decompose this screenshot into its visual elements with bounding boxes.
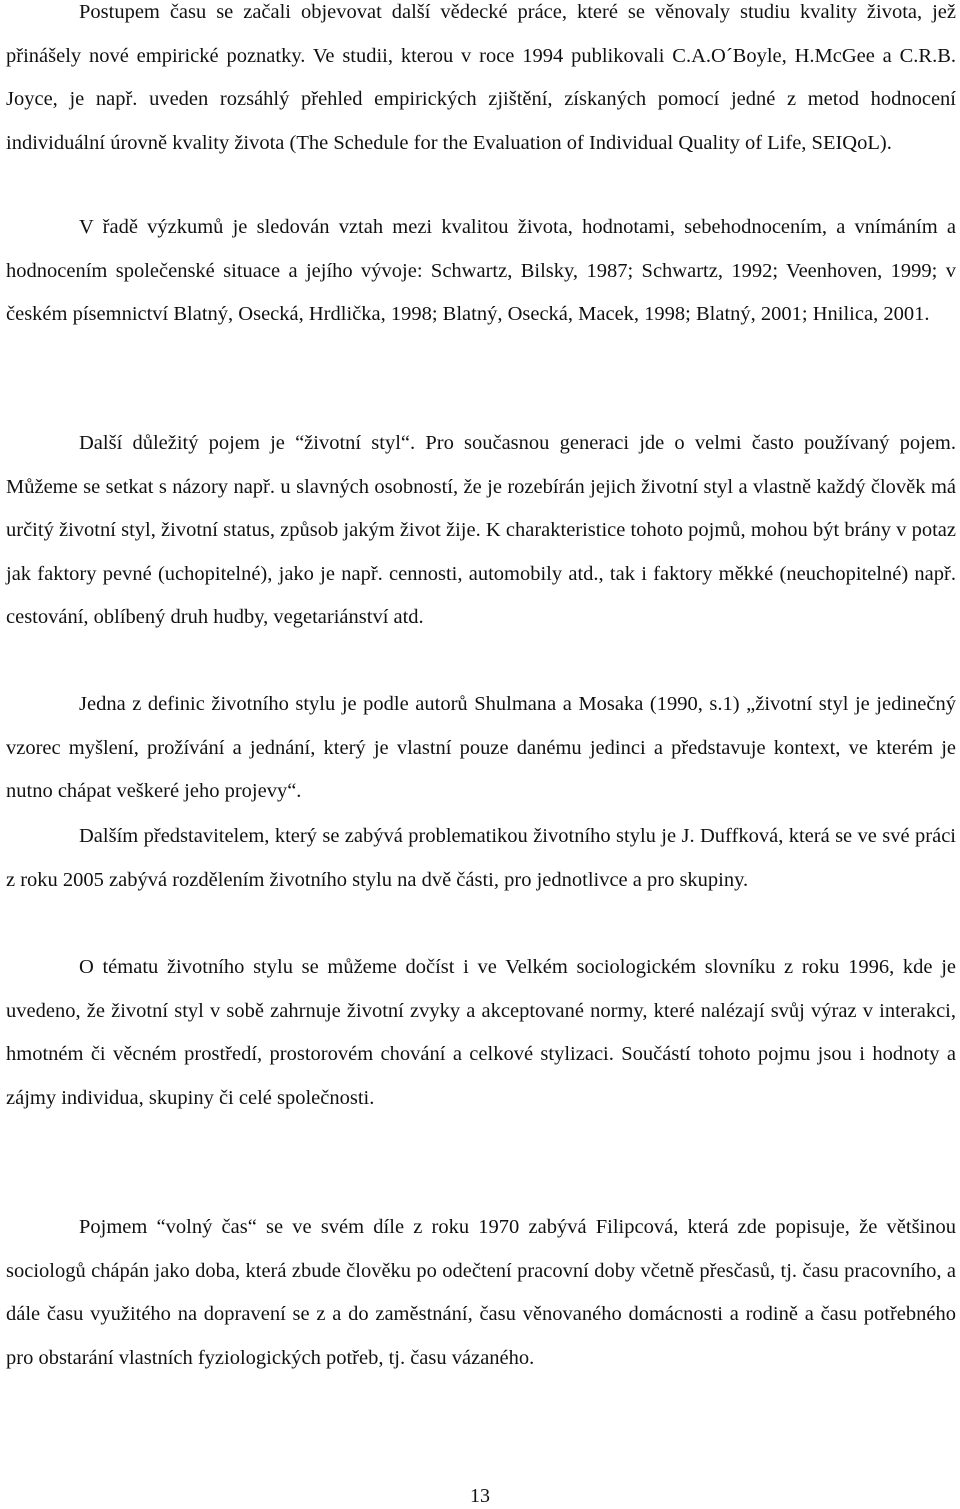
paragraph-free-time: Pojmem “volný čas“ se ve svém díle z roku 1970 zabývá Filipcová, která zde popisuje, že většinou sociologů chápán jako doba, která zbude člověku po odečtení pracovní doby včetně přesčasů, tj. času pracovního, a dále času využitého na dopravení se z a do zaměstnání, času věnovaného domácnosti a rodině a času potřebného pro obstarání vlastních fyziologických potřeb, tj. času vázaného. (6, 1216, 956, 1369)
paragraph-research-relations: V řadě výzkumů je sledován vztah mezi kvalitou života, hodnotami, sebehodnocením, a vnímáním a hodnocením společenské situace a jejího vývoje: Schwartz, Bilsky, 1987; Schwartz, 1992; Veenhoven, 1999; v českém písemnictví Blatný, Osecká, Hrdlička, 1998; Blatný, Osecká, Macek, 1998; Blatný, 2001; Hnilica, 2001. (6, 216, 956, 326)
paragraph-lifestyle-concept: Další důležitý pojem je “životní styl“. Pro současnou generaci jde o velmi často používaný pojem. Můžeme se setkat s názory např. u slavných osobností, že je rozebírán jejich životní styl a vlastně každý člověk má určitý životní styl, životní status, způsob jakým život žije. K charakteristice tohoto pojmů, mohou být brány v potaz jak faktory pevné (uchopitelné), jako je např. cennosti, automobily atd., tak i faktory měkké (neuchopitelné) např. cestování, oblíbený druh hudby, vegetariánství atd. (6, 432, 956, 629)
paragraph-duffkova: Dalším představitelem, který se zabývá problematikou životního stylu je J. Duffková, která se ve své práci z roku 2005 zabývá rozdělením životního stylu na dvě části, pro jednotlivce a pro skupiny. (6, 825, 956, 891)
paragraph-sociological-dictionary: O tématu životního stylu se můžeme dočíst i ve Velkém sociologickém slovníku z roku 1996, kde je uvedeno, že životní styl v sobě zahrnuje životní zvyky a akceptované normy, které nalézají svůj výraz v interakci, hmotném či věcném prostředí, prostorovém chování a celkové stylizaci. Součástí tohoto pojmu jsou i hodnoty a zájmy individua, skupiny či celé společnosti. (6, 956, 956, 1109)
paragraph-quality-of-life-studies: Postupem času se začali objevovat další vědecké práce, které se věnovaly studiu kvality života, jež přinášely nové empirické poznatky. Ve studii, kterou v roce 1994 publikovali C.A.O´Boyle, H.McGee a C.R.B. Joyce, je např. uveden rozsáhlý přehled empirických zjištění, získaných pomocí jedné z metod hodnocení individuální úrovně kvality života (The Schedule for the Evaluation of Individual Quality of Life, SEIQoL). (6, 1, 956, 154)
page-number: 13 (470, 1485, 490, 1507)
paragraph-lifestyle-definition: Jedna z definic životního stylu je podle autorů Shulmana a Mosaka (1990, s.1) „životní styl je jedinečný vzorec myšlení, prožívání a jednání, který je vlastní pouze danému jedinci a představuje kontext, ve kterém je nutno chápat veškeré jeho projevy“. (6, 693, 956, 803)
